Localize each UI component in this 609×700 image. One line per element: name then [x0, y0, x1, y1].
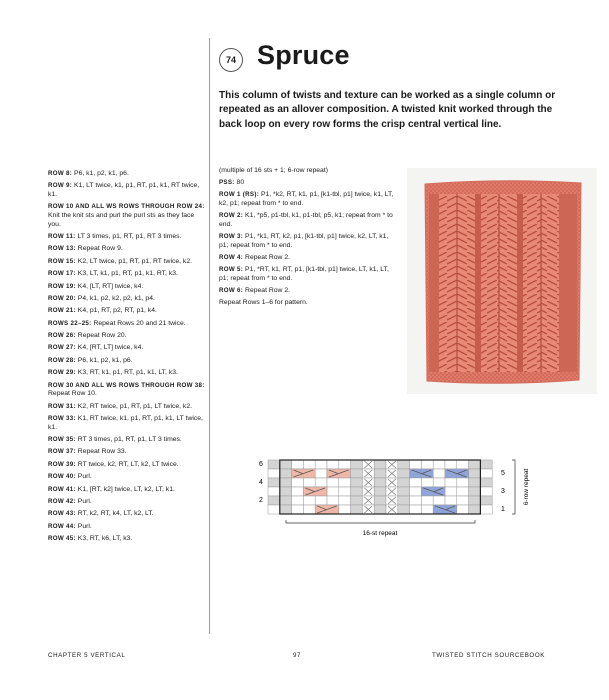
stitch-repeat-label: 16-st repeat: [362, 530, 398, 537]
chart-cell: [339, 487, 351, 496]
instruction-row: [48, 320, 206, 329]
chart-cell: [469, 505, 481, 514]
chart-cell: [433, 460, 445, 469]
chart-cell: [268, 496, 280, 505]
row-text: Repeat Row 20.: [77, 332, 127, 340]
row-label: ROW 31:: [48, 402, 76, 410]
row-text: Repeat Row 9.: [77, 245, 123, 253]
chart-cell: [268, 478, 280, 487]
multiple-note: (multiple of 16 sts + 1; 6-row repeat): [219, 167, 328, 174]
row-text: LT 3 times, p1, RT, p1, RT 3 times.: [77, 232, 182, 240]
row-label: ROW 4:: [219, 253, 244, 261]
instruction-row: [48, 258, 206, 267]
chart-cell: [480, 487, 492, 496]
row-text: Repeat Row 10.: [48, 390, 97, 398]
row-text: Purl.: [77, 473, 92, 481]
chart-cell: [457, 478, 469, 487]
chart-row-number-left: 6: [259, 461, 263, 468]
row-text: Repeat Rows 20 and 21 twice.: [93, 319, 186, 327]
chart-cell: [421, 496, 433, 505]
row-label: ROW 11:: [48, 232, 76, 240]
row-label: ROW 44:: [48, 522, 76, 530]
instruction-row: [219, 254, 394, 263]
chart-cell: [351, 496, 363, 505]
intro-paragraph: This column of twists and texture can be worked as a single column or repeated as an allover composition. A twisted knit worked through the back loop on every row forms the crisp central vertical line.: [219, 90, 556, 130]
row-label: ROWS 22–25:: [48, 319, 92, 327]
chart-cell: [410, 460, 422, 469]
row-label: ROW 8:: [48, 170, 73, 177]
row-label: ROW 40:: [48, 473, 76, 481]
row-label: ROW 37:: [48, 448, 76, 456]
row-label: ROW 6:: [219, 286, 244, 294]
chart-cell: [433, 469, 445, 478]
row-label: ROW 3:: [219, 232, 244, 240]
instruction-row: [48, 369, 206, 378]
instruction-row: [48, 535, 206, 544]
row-text: P1, *k2, RT, k1, p1, [k1-tbl, p1] twice, k1, LT, k2, p1; repeat from * to end.: [219, 191, 394, 207]
chart-grid: [268, 460, 492, 514]
chart-cell: [469, 487, 481, 496]
row-label: ROW 9:: [48, 182, 73, 190]
chart-cell: [327, 460, 339, 469]
instruction-row: [48, 448, 206, 457]
chart-cell: [410, 496, 422, 505]
row-label: ROW 19:: [48, 282, 76, 290]
row-label: ROW 43:: [48, 510, 76, 518]
chart-cell: [445, 487, 457, 496]
chart-cell: [303, 505, 315, 514]
chart-cell: [374, 496, 386, 505]
chart-cell: [421, 505, 433, 514]
chart-row-number-right: 5: [501, 470, 505, 477]
row-text: K3, RT, k6, LT, k3.: [77, 535, 133, 543]
row-label: ROW 5:: [219, 265, 244, 273]
row-label: ROW 13:: [48, 245, 76, 253]
row-text: K4, [RT, LT] twice, k4.: [77, 344, 144, 352]
footer-book-title: TWISTED STITCH SOURCEBOOK: [432, 652, 545, 659]
chart-cell: [433, 496, 445, 505]
chart-cell: [445, 478, 457, 487]
chart-cell: [410, 478, 422, 487]
pattern-number-badge: 74: [219, 48, 243, 72]
instruction-row: [48, 498, 206, 507]
chart-cell: [280, 487, 292, 496]
row-text: K2, RT twice, p1, RT, p1, LT twice, k2.: [77, 402, 192, 410]
chart-row-number-right: 1: [501, 506, 505, 513]
row-text: RT, k2, RT, k4, LT, k2, LT.: [77, 510, 154, 518]
left-instructions: [48, 170, 206, 548]
chart-cell: [268, 487, 280, 496]
row-text: K3, RT, k1, p1, RT, p1, k1, LT, k3.: [77, 369, 178, 377]
chart-cell: [292, 478, 304, 487]
row-label: ROW 15:: [48, 257, 76, 265]
row-label: ROW 29:: [48, 369, 76, 377]
row-text: K1, LT twice, k1, p1, RT, p1, k1, RT twice, k1.: [48, 182, 200, 198]
chart-row-number-left: 2: [259, 497, 263, 504]
row-repeat-bracket: [512, 460, 515, 514]
chart-cell: [268, 460, 280, 469]
chart-cell: [457, 505, 469, 514]
row-text: Knit the knit sts and purl the purl sts as they face you.: [48, 211, 195, 228]
chart-cell: [410, 505, 422, 514]
chart-cell: [480, 460, 492, 469]
row-text: Purl.: [77, 522, 92, 530]
row-text: RT twice, k2, RT, LT, k2, LT twice.: [77, 460, 179, 468]
stitch-chart: [250, 452, 540, 544]
instruction-row: [48, 486, 206, 495]
row-label: ROW 45:: [48, 535, 76, 543]
instruction-row: [48, 203, 206, 229]
chart-cell: [268, 505, 280, 514]
chart-cell: [480, 469, 492, 478]
chart-cell: [398, 478, 410, 487]
row-text: K1, RT twice, k1, p1, RT, p1, k1, LT twice, k1.: [48, 415, 203, 431]
chart-cell: [292, 487, 304, 496]
row-label: ROW 39:: [48, 460, 76, 468]
row-text: K4, [LT, RT] twice, k4.: [77, 282, 144, 290]
row-label: ROW 30 AND ALL WS ROWS THROUGH ROW 38:: [48, 381, 205, 389]
chart-cell: [327, 496, 339, 505]
chart-cell: [421, 478, 433, 487]
chart-cell: [398, 505, 410, 514]
page-title: Spruce: [257, 40, 350, 70]
row-label: ROW 17:: [48, 270, 76, 278]
instruction-row: [48, 182, 206, 199]
chart-cell: [327, 478, 339, 487]
chart-cell: [280, 505, 292, 514]
chart-cell: [480, 505, 492, 514]
row-label: ROW 2:: [219, 212, 244, 220]
chart-cell: [327, 487, 339, 496]
instruction-row: [219, 287, 394, 296]
footer-page-number: 97: [293, 652, 302, 659]
chart-cell: [374, 460, 386, 469]
swatch-photo-frame: [407, 168, 597, 394]
chart-cell: [280, 460, 292, 469]
chart-cell: [351, 478, 363, 487]
chart-cell: [398, 469, 410, 478]
row-text: Repeat Row 33.: [77, 448, 127, 456]
instruction-row: [48, 270, 206, 279]
chart-cell: [351, 469, 363, 478]
chart-cell: [339, 496, 351, 505]
chart-cell: [374, 469, 386, 478]
chart-row-number-left: 4: [259, 479, 263, 486]
instruction-row: [48, 510, 206, 519]
row-label: ROW 1 (RS):: [219, 191, 260, 199]
instruction-row: [48, 436, 206, 445]
knitted-swatch-image: [407, 168, 597, 394]
row-text: P6, k1, p2, k1, p6.: [77, 356, 133, 364]
chart-cell: [351, 505, 363, 514]
row-text: K2, LT twice, p1, RT, p1, RT twice, k2.: [77, 257, 192, 265]
instruction-row: [48, 415, 206, 432]
row-label: ROW 33:: [48, 415, 76, 423]
stitch-repeat-bracket: [286, 520, 475, 523]
row-label: ROW 35:: [48, 436, 76, 443]
chart-cell: [315, 496, 327, 505]
instruction-row: [219, 212, 394, 229]
instruction-row: [219, 233, 394, 250]
chart-cell: [480, 496, 492, 505]
chart-cell: [469, 496, 481, 505]
chart-cell: [303, 496, 315, 505]
row-text: P1, *k1, RT, k2, p1, [k1-tbl, p1] twice, k2, LT, k1, p1; repeat from * to end.: [219, 232, 389, 249]
chart-cell: [351, 487, 363, 496]
instruction-row: [48, 307, 206, 316]
chart-cell: [280, 469, 292, 478]
chart-cell: [469, 478, 481, 487]
instruction-row: [48, 523, 206, 532]
instruction-row: [48, 295, 206, 304]
instruction-row: [48, 332, 206, 341]
repeat-note: Repeat Rows 1–6 for pattern.: [219, 298, 308, 306]
chart-cell: [303, 460, 315, 469]
pss-label: PSS:: [219, 179, 235, 187]
instruction-row: [48, 233, 206, 242]
chart-cell: [398, 487, 410, 496]
instruction-row: [48, 245, 206, 254]
instruction-row: [48, 344, 206, 353]
row-repeat-label: 6-row repeat: [523, 468, 530, 506]
row-label: ROW 21:: [48, 307, 76, 315]
instruction-row: [48, 170, 206, 179]
chart-cell: [268, 469, 280, 478]
pss-line: [219, 179, 394, 188]
chart-cell: [351, 460, 363, 469]
chart-cell: [433, 478, 445, 487]
row-text: Purl.: [77, 497, 92, 505]
row-label: ROW 28:: [48, 356, 76, 364]
chart-cell: [445, 496, 457, 505]
main-instructions: [219, 167, 394, 311]
row-text: K4, p1, RT, p2, RT, p1, k4.: [77, 307, 157, 315]
chart-cell: [410, 487, 422, 496]
instruction-row: [219, 191, 394, 208]
instruction-row: [48, 357, 206, 366]
row-text: RT 3 times, p1, RT, p1, LT 3 times.: [77, 436, 182, 443]
row-label: ROW 10 AND ALL WS ROWS THROUGH ROW 24:: [48, 203, 205, 211]
chart-cell: [445, 460, 457, 469]
chart-cell: [280, 478, 292, 487]
instruction-row: [48, 382, 206, 399]
row-label: ROW 26:: [48, 332, 76, 340]
row-text: K1, *p5, p1-tbl, k1, p1-tbl, p5, k1; repeat from * to end.: [219, 212, 393, 228]
row-text: Repeat Row 2.: [245, 253, 291, 261]
footer-chapter: CHAPTER 5 VERTICAL: [48, 652, 126, 659]
pss-value: 80: [236, 179, 245, 187]
instruction-row: [48, 283, 206, 292]
chart-cell: [292, 505, 304, 514]
chart-cell: [280, 496, 292, 505]
chart-cell: [292, 460, 304, 469]
column-divider: [209, 38, 210, 634]
chart-cell: [303, 478, 315, 487]
row-text: K3, LT, k1, p1, RT, p1, k1, RT, k3.: [77, 270, 178, 278]
instruction-row: [48, 461, 206, 470]
chart-cell: [457, 496, 469, 505]
chart-cell: [292, 496, 304, 505]
chart-cell: [421, 460, 433, 469]
row-text: P6, k1, p2, k1, p6.: [74, 170, 129, 177]
row-text: P1, *RT, k1, RT, p1, [k1-tbl, p1] twice, LT, k1, LT, p1; repeat from * to end.: [219, 265, 389, 282]
row-label: ROW 20:: [48, 294, 76, 302]
chart-cell: [374, 505, 386, 514]
instruction-row: [219, 266, 394, 283]
chart-cell: [315, 460, 327, 469]
chart-cell: [480, 478, 492, 487]
chart-cell: [457, 460, 469, 469]
row-label: ROW 27:: [48, 344, 76, 352]
chart-cell: [315, 478, 327, 487]
row-text: Repeat Row 2.: [245, 286, 291, 294]
instruction-row: [48, 403, 206, 412]
chart-row-number-right: 3: [501, 488, 505, 495]
chart-cell: [374, 478, 386, 487]
chart-cell: [457, 487, 469, 496]
row-text: K1, [RT, k2] twice, LT, k2, LT, k1.: [77, 485, 175, 493]
chart-cell: [469, 469, 481, 478]
chart-cell: [339, 505, 351, 514]
chart-cell: [469, 460, 481, 469]
chart-cell: [339, 460, 351, 469]
row-label: ROW 41:: [48, 485, 76, 493]
chart-cell: [315, 469, 327, 478]
chart-cell: [398, 496, 410, 505]
chart-cell: [398, 460, 410, 469]
row-text: P4, k1, p2, k2, p2, k1, p4.: [77, 294, 155, 302]
chart-cell: [374, 487, 386, 496]
row-label: ROW 42:: [48, 497, 76, 505]
instruction-row: [48, 473, 206, 482]
chart-cell: [339, 478, 351, 487]
